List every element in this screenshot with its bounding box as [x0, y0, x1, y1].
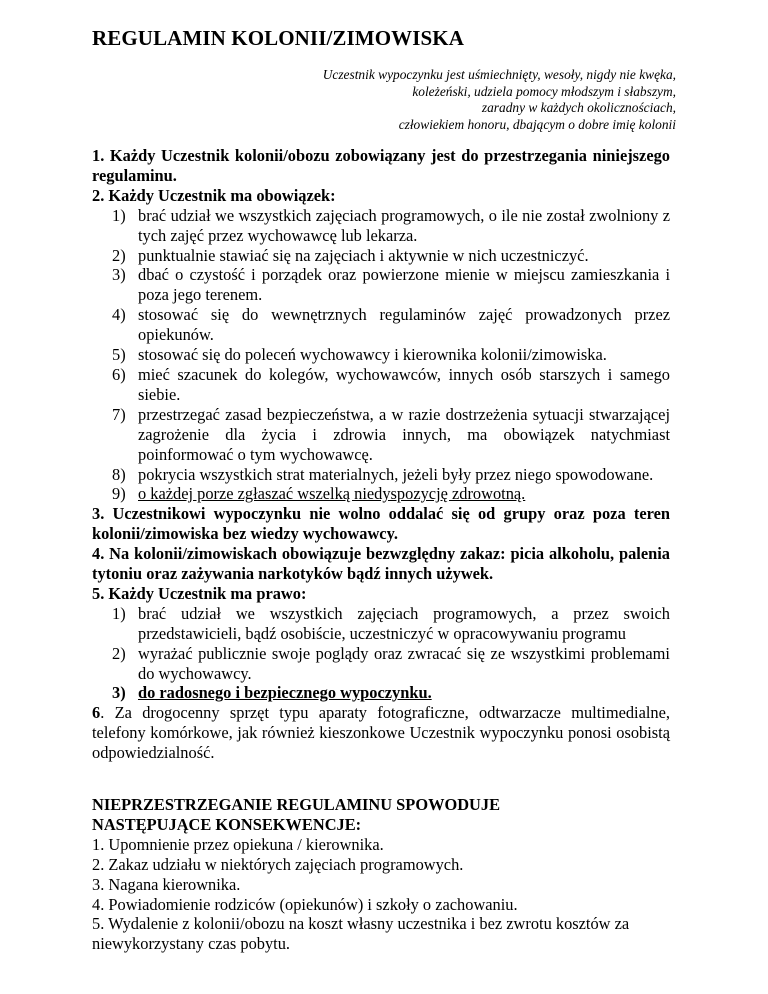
duty-item: 3) dbać o czystość i porządek oraz powierzone mienie w miejscu zamieszkania i poza jego terenem.: [112, 265, 670, 305]
document-title: REGULAMIN KOLONII/ZIMOWISKA: [92, 26, 464, 50]
consequence-item: 2. Zakaz udziału w niektórych zajęciach programowych.: [92, 854, 464, 874]
motto-line: koleżeński, udziela pomocy młodszym i słabszym,: [412, 83, 676, 99]
duty-item: 9) o każdej porze zgłaszać wszelką niedyspozycję zdrowotną.: [112, 484, 526, 504]
motto-line: człowiekiem honoru, dbającym o dobre imię kolonii: [398, 116, 676, 132]
motto-line: zaradny w każdych okolicznościach,: [481, 100, 676, 116]
consequences-section: [92, 795, 670, 954]
consequence-item: 4. Powiadomienie rodziców (opiekunów) i szkoły o zachowaniu.: [92, 894, 518, 914]
rights-list: [92, 604, 670, 704]
consequences-heading-line: NIEPRZESTRZEGANIE REGULAMINU SPOWODUJE: [92, 795, 501, 814]
motto-block: [256, 67, 676, 133]
motto-line: Uczestnik wypoczynku jest uśmiechnięty, wesoły, nigdy nie kwęka,: [322, 67, 676, 82]
duty-item: 2) punktualnie stawiać się na zajęciach i aktywnie w nich uczestniczyć.: [112, 245, 589, 265]
duties-list: [92, 206, 670, 505]
rule-1: 1. Każdy Uczestnik kolonii/obozu zobowiązany jest do przestrzegania niniejszego regulaminu.: [92, 146, 670, 185]
rule-3: 3. Uczestnikowi wypoczynku nie wolno oddalać się od grupy oraz poza teren kolonii/zimowiska bez wiedzy wychowawcy.: [92, 504, 670, 544]
rules-content: [92, 146, 670, 763]
right-item: 2) wyrażać publicznie swoje poglądy oraz zwracać się ze wszystkimi problemami do wychowawcy.: [112, 643, 670, 683]
rule-4: 4. Na kolonii/zimowiskach obowiązuje bezwzględny zakaz: picia alkoholu, palenia tytoniu oraz zażywania narkotyków bądź innych używek.: [92, 544, 670, 584]
duty-item: 5) stosować się do poleceń wychowawcy i kierownika kolonii/zimowiska.: [112, 345, 607, 365]
duty-item: 1) brać udział we wszystkich zajęciach programowych, o ile nie został zwolniony z tych zajęć przez wychowawcę lub lekarza.: [112, 205, 670, 245]
duty-item: 6) mieć szacunek do kolegów, wychowawców, innych osób starszych i samego siebie.: [112, 364, 670, 404]
duty-item: 7) przestrzegać zasad bezpieczeństwa, a w razie dostrzeżenia sytuacji stwarzającej zagrożenie dla życia i zdrowia innych, ma obowiązek natychmiast poinformować o tym wychowawcę.: [112, 404, 670, 464]
duty-item: 8) pokrycia wszystkich strat materialnych, jeżeli były przez niego spowodowane.: [112, 464, 654, 484]
consequence-item: 1. Upomnienie przez opiekuna / kierownika.: [92, 834, 384, 854]
consequence-item: 5. Wydalenie z kolonii/obozu na koszt własny uczestnika i bez zwrotu kosztów za niewykorzystany czas pobytu.: [92, 914, 630, 954]
duty-item: 4) stosować się do wewnętrznych regulaminów zajęć prowadzonych przez opiekunów.: [112, 305, 670, 345]
rule-2-heading: 2. Każdy Uczestnik ma obowiązek:: [92, 185, 336, 205]
consequence-item: 3. Nagana kierownika.: [92, 874, 241, 894]
consequences-heading-line: NASTĘPUJĄCE KONSEKWENCJE:: [92, 814, 362, 834]
right-item: 3) do radosnego i bezpiecznego wypoczynku.: [112, 683, 432, 703]
right-item: 1) brać udział we wszystkich zajęciach programowych, a przez swoich przedstawicieli, bądź osobiście, uczestniczyć w opracowywaniu programu: [112, 603, 670, 643]
rule-6: 6. Za drogocenny sprzęt typu aparaty fotograficzne, odtwarzacze multimedialne, telefony komórkowe, jak również kieszonkowe Uczestnik wypoczynku ponosi osobistą odpowiedzialność.: [92, 703, 670, 763]
rule-5-heading: 5. Każdy Uczestnik ma prawo:: [92, 583, 307, 603]
